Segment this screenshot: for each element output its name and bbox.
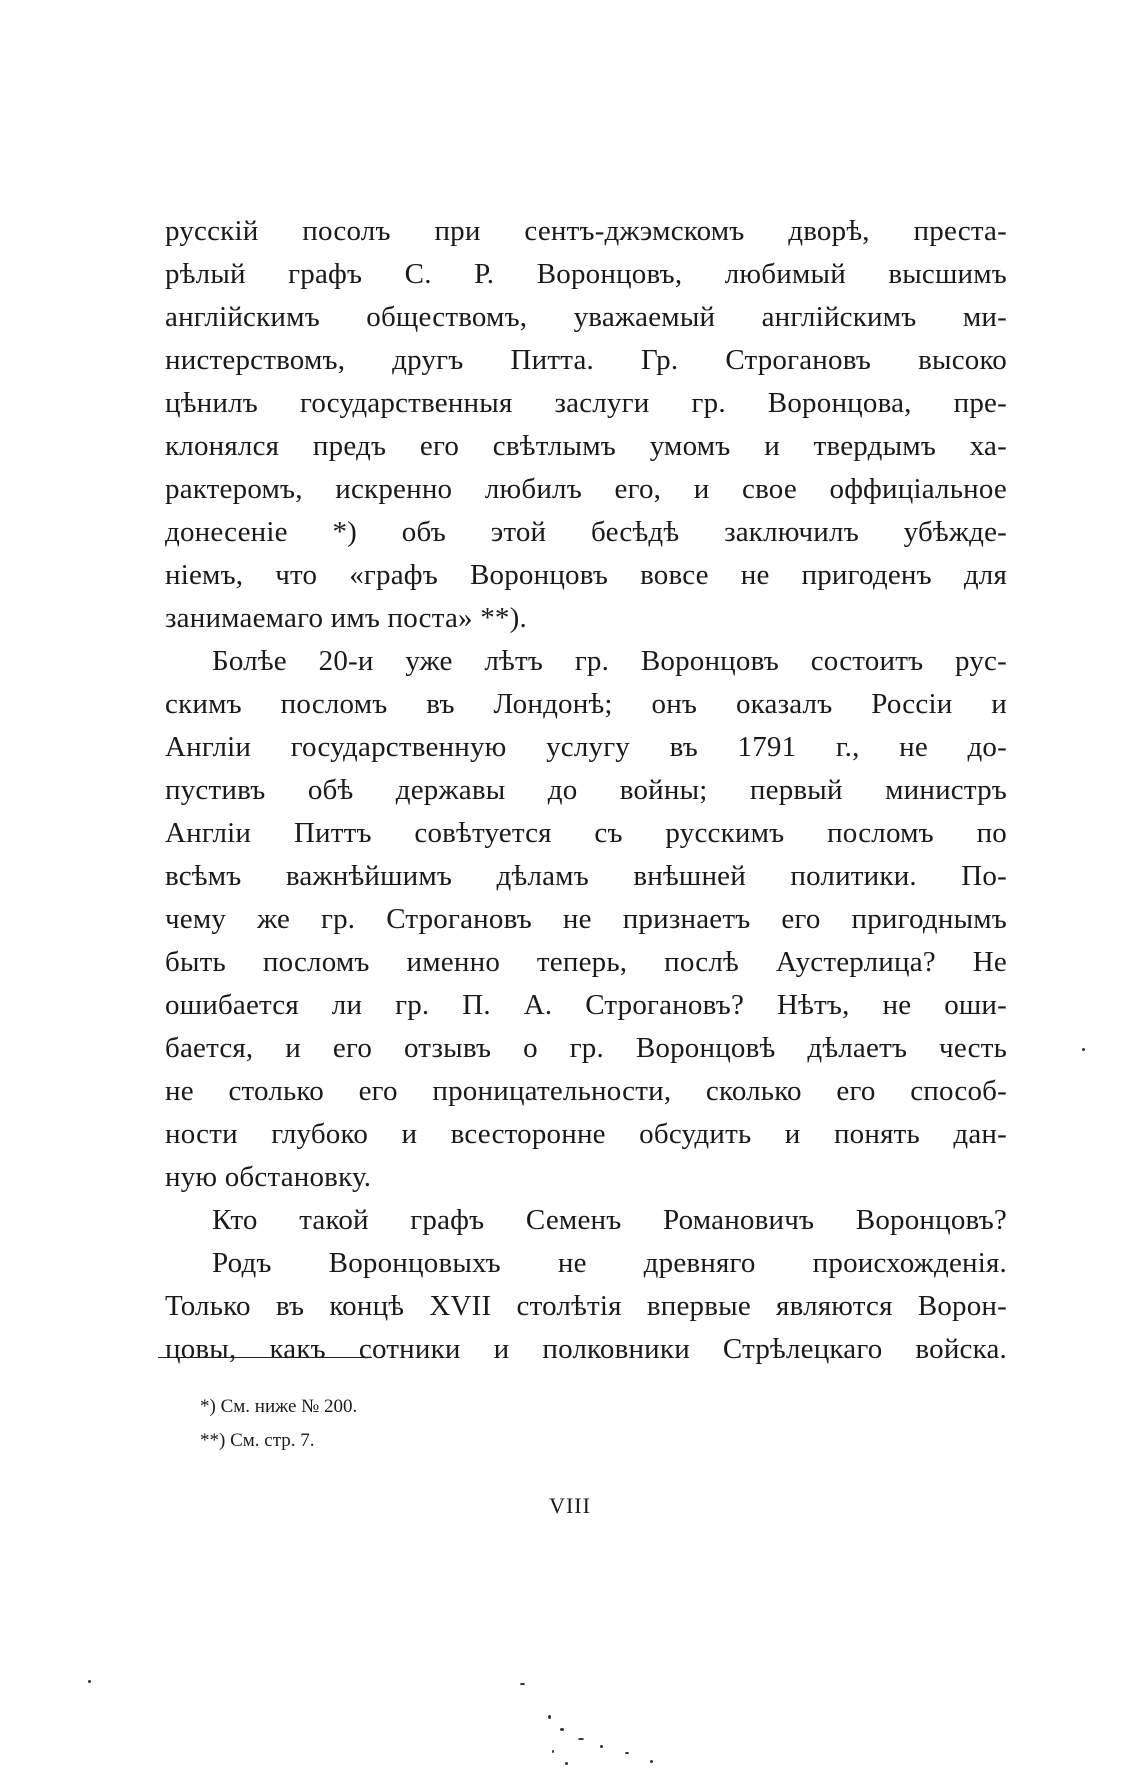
paragraph-start-line: Кто такой графъ Семенъ Романовичъ Воронцовъ? (212, 1204, 1007, 1236)
scan-speck (552, 1750, 554, 1753)
footnote: *) См. ниже № 200. (200, 1396, 358, 1417)
text-line: рактеромъ, искренно любилъ его, и свое оффиціальное (165, 473, 1007, 505)
text-line: скимъ посломъ въ Лондонѣ; онъ оказалъ Россіи и (165, 688, 1007, 720)
text-line: всѣмъ важнѣйшимъ дѣламъ внѣшней политики. По- (165, 860, 1007, 892)
paragraph-start-line: Болѣе 20-и уже лѣтъ гр. Воронцовъ состоитъ рус- (212, 645, 1007, 677)
footnote: **) См. стр. 7. (200, 1430, 315, 1451)
text-line: пустивъ обѣ державы до войны; первый министръ (165, 774, 1007, 806)
text-line: занимаемаго имъ поста» **). (165, 602, 527, 634)
scan-speck (600, 1745, 603, 1748)
scan-speck (1082, 1048, 1085, 1051)
text-line: клонялся предъ его свѣтлымъ умомъ и твердымъ ха- (165, 430, 1007, 462)
page-number: VIII (549, 1493, 591, 1518)
text-line: англійскимъ обществомъ, уважаемый англійскимъ ми- (165, 301, 1007, 333)
paragraph-start-line: Родъ Воронцовыхъ не древняго происхожденія. (212, 1247, 1007, 1279)
text-line: Англіи Питтъ совѣтуется съ русскимъ посломъ по (165, 817, 1007, 849)
text-line: цовы, какъ сотники и полковники Стрѣлецкаго войска. (165, 1333, 1007, 1365)
text-line: быть посломъ именно теперь, послѣ Аустерлица? Не (165, 946, 1007, 978)
footnotes (200, 1390, 600, 1458)
scan-speck (520, 1683, 525, 1685)
text-line: бается, и его отзывъ о гр. Воронцовѣ дѣлаетъ честь (165, 1032, 1007, 1064)
scan-speck (548, 1715, 551, 1719)
text-line: ную обстановку. (165, 1161, 372, 1193)
main-text (165, 210, 1007, 1371)
text-line: не столько его проницательности, сколько его способ- (165, 1075, 1007, 1107)
text-line: донесеніе *) объ этой бесѣдѣ заключилъ убѣжде- (165, 516, 1007, 548)
text-line: Англіи государственную услугу въ 1791 г., не до- (165, 731, 1007, 763)
scan-speck (565, 1762, 568, 1765)
text-line: ности глубоко и всесторонне обсудить и понять дан- (165, 1118, 1007, 1150)
text-line: ошибается ли гр. П. А. Строгановъ? Нѣтъ, не оши- (165, 989, 1007, 1021)
scan-speck (625, 1752, 629, 1754)
text-line: русскій посолъ при сентъ-джэмскомъ дворѣ, преста- (165, 215, 1007, 247)
text-line: чему же гр. Строгановъ не признаетъ его пригоднымъ (165, 903, 1007, 935)
text-line: ніемъ, что «графъ Воронцовъ вовсе не пригоденъ для (165, 559, 1007, 591)
scan-speck (88, 1680, 91, 1683)
text-line: Только въ концѣ XVII столѣтія впервые являются Ворон- (165, 1290, 1007, 1322)
scan-speck (650, 1760, 653, 1763)
footnote-separator (158, 1357, 372, 1358)
text-line: рѣлый графъ С. Р. Воронцовъ, любимый высшимъ (165, 258, 1007, 290)
scan-speck (560, 1728, 564, 1731)
text-line: цѣнилъ государственныя заслуги гр. Воронцова, пре- (165, 387, 1007, 419)
text-line: нистерствомъ, другъ Питта. Гр. Строгановъ высоко (165, 344, 1007, 376)
scan-speck (578, 1738, 584, 1740)
